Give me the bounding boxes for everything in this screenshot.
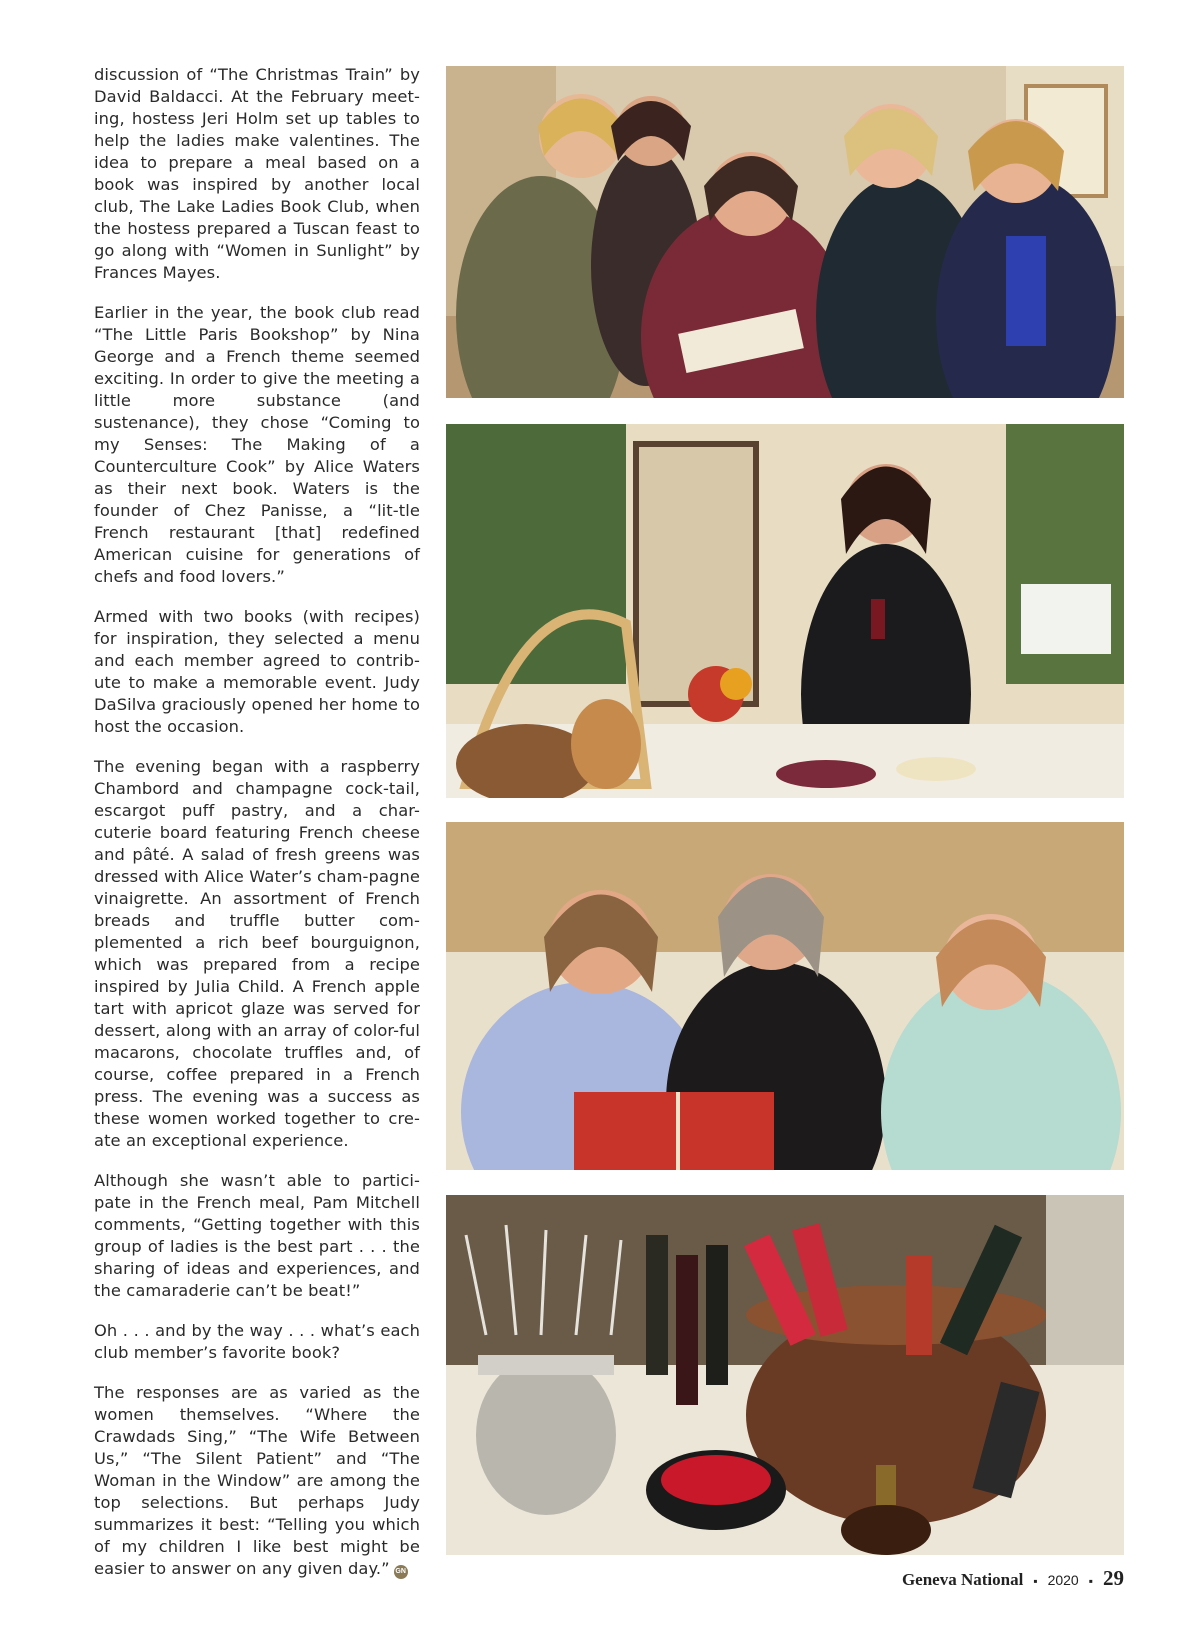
article-paragraph: discussion of “The Christmas Train” by David Baldacci. At the February meet-ing, hostess Jeri Holm set up tables to help the ladies make valentines. The idea to prepare a meal based on a book was inspired by another local club, The Lake Ladies Book Club, when the hostess prepared a Tuscan feast to go along with “Women in Sunlight” by Frances Mayes.: [94, 65, 420, 282]
article-paragraph-text: The responses are as varied as the women themselves. “Where the Crawdads Sing,” “The Wife Between Us,” “The Silent Patient” and “The Woman in the Window” are among the top selections. But perhaps Judy summarizes it best: “Telling you which of my children I like best might be easier to answer on any given day.”: [94, 1383, 420, 1578]
photo-woman-with-wine: [446, 424, 1124, 798]
article-paragraph: Armed with two books (with recipes) for inspiration, they selected a menu and each member agreed to contrib-ute to make a memorable event. Judy DaSilva graciously opened her home to host the occasion.: [94, 607, 420, 736]
gn-end-mark-icon: GN: [394, 1565, 408, 1579]
issue-year: 2020: [1047, 1572, 1079, 1588]
footer-separator: ▪: [1088, 1574, 1093, 1588]
page-footer: [902, 1566, 1124, 1591]
article-paragraph: Oh . . . and by the way . . . what’s each club member’s favorite book?: [94, 1321, 420, 1362]
photo-women-reading-book-image: [446, 66, 1124, 398]
photo-women-reading-book: [446, 66, 1124, 398]
photo-woman-with-wine-image: [446, 424, 1124, 798]
article-paragraph: Earlier in the year, the book club read “The Little Paris Bookshop” by Nina George and a French theme seemed exciting. In order to give the meeting a little more substance (and sustenance), they chose “Coming to my Senses: The Making of a Counterculture Cook” by Alice Waters as their next book. Waters is the founder of Chez Panisse, a “lit-tle French restaurant [that] redefined American cuisine for generations of chefs and food lovers.”: [94, 303, 420, 586]
photo-wine-bottles-table-image: [446, 1195, 1124, 1555]
article-body: [94, 64, 420, 1598]
photo-three-women-with-book: [446, 822, 1124, 1170]
photo-three-women-with-book-image: [446, 822, 1124, 1170]
footer-separator: ▪: [1033, 1574, 1038, 1588]
article-paragraph-last: [94, 1382, 420, 1580]
photo-wine-bottles-table: [446, 1195, 1124, 1555]
page-number: 29: [1103, 1566, 1124, 1590]
article-paragraph: The evening began with a raspberry Chambord and champagne cock-tail, escargot puff pastry, and a char-cuterie board featuring French cheese and pâté. A salad of fresh greens was dressed with Alice Water’s cham-pagne vinaigrette. An assortment of French breads and truffle butter com-plemented a rich beef bourguignon, which was prepared from a recipe inspired by Julia Child. A French apple tart with apricot glaze was served for dessert, along with an array of color-ful macarons, chocolate truffles and, of course, coffee prepared in a French press. The evening was a success as these women worked together to cre-ate an exceptional experience.: [94, 757, 420, 1150]
publication-name: Geneva National: [901, 1570, 1024, 1589]
article-paragraph: Although she wasn’t able to partici-pate in the French meal, Pam Mitchell comments, “Getting together with this group of ladies is the best part . . . the sharing of ideas and experiences, and the camaraderie can’t be beat!”: [94, 1171, 420, 1300]
